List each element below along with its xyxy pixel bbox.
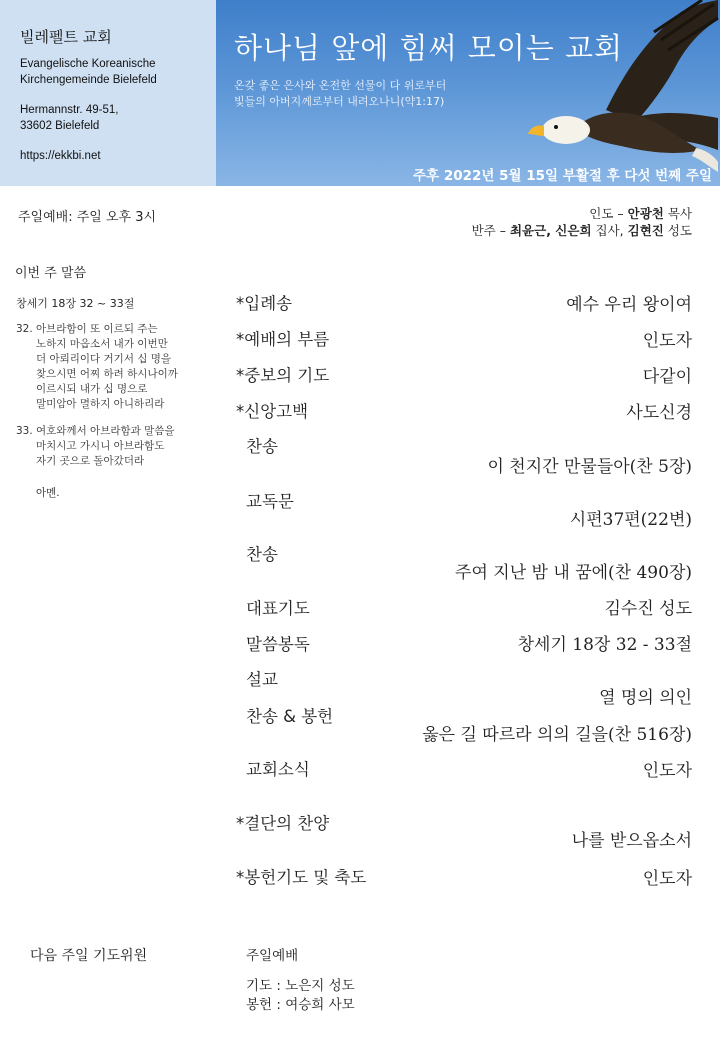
- verse-line-1: 온갖 좋은 은사와 온전한 선물이 다 위로부터: [234, 79, 447, 92]
- accompanist-label: 반주 –: [471, 223, 506, 238]
- sermon-text-heading: 이번 주 말씀: [15, 266, 87, 281]
- order-label: *신앙고백: [236, 402, 309, 421]
- order-label: 찬송 & 봉헌: [246, 707, 334, 726]
- address-street: Hermannstr. 49-51,: [20, 104, 119, 116]
- order-label: *봉헌기도 및 축도: [236, 868, 367, 887]
- order-value: 김수진 성도: [604, 599, 692, 619]
- date-line: 주후 2022년 5월 15일 부활절 후 다섯 번째 주일: [413, 168, 712, 184]
- order-label: *입례송: [236, 294, 293, 313]
- verse-32: [16, 322, 178, 412]
- order-value: 나를 받으옵소서: [571, 831, 692, 851]
- verse-number: 33.: [16, 425, 33, 437]
- next-week-heading: 다음 주일 기도위원: [30, 948, 148, 964]
- leader-line: [472, 205, 692, 222]
- order-label: 교독문: [246, 492, 294, 511]
- order-value: 이 천지간 만물들아(찬 5장): [487, 457, 692, 477]
- verse-line-2: 빛들의 아버지께로부터 내려오나니(약1:17): [234, 95, 445, 108]
- order-value: 사도신경: [626, 403, 692, 423]
- address-city: 33602 Bielefeld: [20, 120, 100, 132]
- church-name-german-1: Evangelische Koreanische: [20, 58, 156, 70]
- next-week-roles: [246, 977, 355, 1015]
- order-label: 말씀봉독: [246, 635, 310, 654]
- accompanist-3-title: 성도: [667, 223, 692, 238]
- order-value: 옳은 길 따르라 의의 길을(찬 516장): [422, 725, 692, 745]
- order-label: *중보의 기도: [236, 366, 330, 385]
- order-label: 찬송: [246, 437, 278, 456]
- verse-text: 여호와께서 아브라함과 말씀을 마치시고 가시니 아브라함도 자기 곳으로 돌아갔더라: [36, 425, 175, 467]
- order-value: 주여 지난 밤 내 꿈에(찬 490장): [455, 563, 692, 583]
- order-value: 시편37편(22변): [569, 510, 692, 530]
- order-label: 교회소식: [246, 760, 310, 779]
- church-info-panel: [0, 0, 216, 186]
- leader-label: 인도 –: [589, 206, 624, 221]
- order-value: 인도자: [642, 331, 692, 351]
- page-title: 하나님 앞에 힘써 모이는 교회: [234, 31, 624, 65]
- order-label: 찬송: [246, 545, 278, 564]
- accompanist-3-name: 김현진: [627, 223, 664, 238]
- prayer-assignment: 기도 : 노은지 성도: [246, 978, 355, 994]
- verse-number: 32.: [16, 323, 33, 335]
- next-week-service: 주일예배: [246, 948, 299, 964]
- order-value: 다같이: [642, 367, 692, 387]
- service-time: 주일예배: 주일 오후 3시: [18, 210, 157, 225]
- service-leaders: [472, 205, 692, 239]
- order-value: 열 명의 의인: [599, 688, 692, 708]
- order-label: 설교: [246, 670, 278, 689]
- offering-assignment: 봉헌 : 여승희 사모: [246, 997, 355, 1013]
- leader-title: 목사: [667, 206, 692, 221]
- church-name-german-2: Kirchengemeinde Bielefeld: [20, 74, 157, 86]
- verse-33: [16, 424, 175, 469]
- accompanist-title: 집사,: [595, 223, 624, 238]
- website-link[interactable]: https://ekkbi.net: [20, 150, 101, 162]
- order-value: 예수 우리 왕이여: [566, 295, 692, 315]
- amen: 아멘.: [36, 487, 60, 499]
- verse-text: 아브라함이 또 이르되 주는 노하지 마옵소서 내가 이번만 더 아뢰리이다 거기서 십 명을 찾으시면 어찌 하려 하시나이까 이르시되 내가 십 명으로 말미암아 멸하지 아니하리라: [36, 323, 178, 410]
- leader-name: 안광천: [627, 206, 664, 221]
- header-verse: [234, 78, 446, 110]
- accompanist-names: 최윤근, 신은희: [509, 223, 592, 238]
- order-value: 인도자: [642, 869, 692, 889]
- scripture-reference: 창세기 18장 32 ~ 33절: [16, 297, 135, 310]
- order-value: 창세기 18장 32 - 33절: [517, 635, 692, 655]
- accompanist-line: [472, 222, 692, 239]
- order-value: 인도자: [642, 761, 692, 781]
- header-banner: [216, 0, 720, 186]
- order-label: *결단의 찬양: [236, 814, 330, 833]
- order-label: 대표기도: [246, 599, 310, 618]
- church-name: 빌레펠트 교회: [20, 28, 112, 46]
- order-label: *예배의 부름: [236, 330, 330, 349]
